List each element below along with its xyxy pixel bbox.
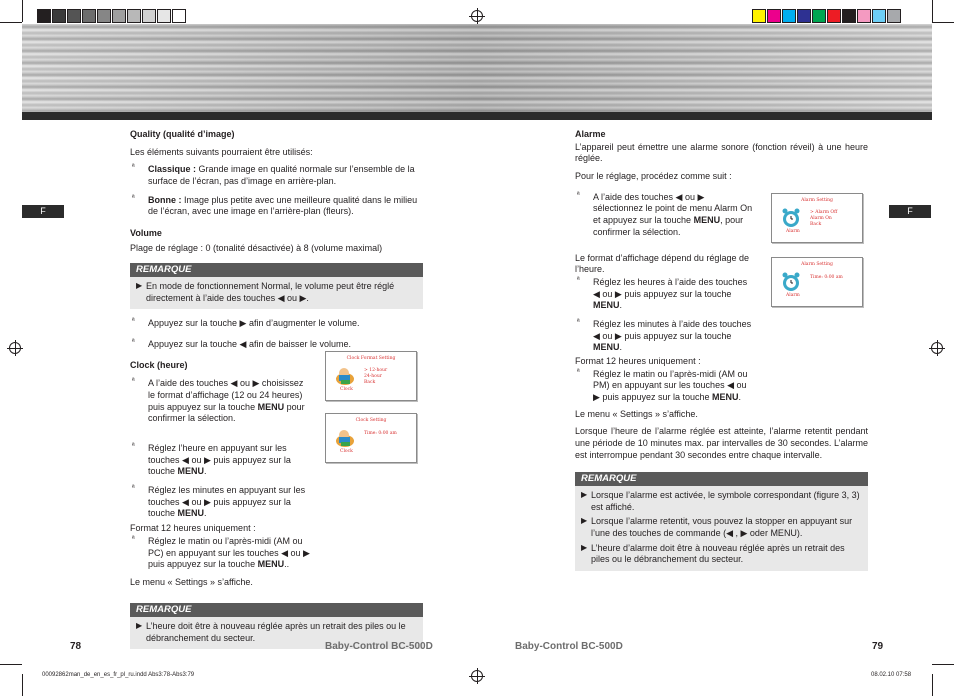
list-item: ª Réglez l’heure en appuyant sur les touches ◀ ou ▶ puis appuyez sur la touche MENU. xyxy=(132,443,291,477)
screen-menu: Time: 0:00 am xyxy=(810,275,843,280)
color-swatch xyxy=(82,9,96,23)
color-swatch xyxy=(857,9,871,23)
settings-menu-line: Le menu « Settings » s’affiche. xyxy=(575,408,698,419)
screen-title: Clock Setting xyxy=(355,418,387,423)
registration-mark-icon xyxy=(931,342,943,354)
list-item: ª Réglez le matin ou l’après-midi (AM ou PM) en appuyant sur les touches ◀ ou ▶ puis appuyez sur la touche MENU. xyxy=(577,368,748,403)
screen-menu: > Alarm Off Alarm On Back xyxy=(810,210,838,228)
alarm-howto: Pour le réglage, procédez comme suit : xyxy=(575,171,732,182)
crop-mark xyxy=(932,0,933,22)
screen-menu: Time: 0:00 am xyxy=(364,431,397,436)
print-slug-date: 08.02.10 07:58 xyxy=(871,672,912,678)
language-tab-right: F xyxy=(889,205,931,218)
note-item: ▶ Lorsque l’alarme est activée, le symbole correspondant (figure 3, 3) est affiché. xyxy=(581,489,860,512)
crop-mark xyxy=(932,22,954,23)
crop-mark xyxy=(0,664,22,665)
arrow-right-icon: ▶ xyxy=(136,280,143,290)
page-number-left: 78 xyxy=(70,641,82,652)
screen-footer: Alarm xyxy=(786,229,800,235)
registration-mark-icon xyxy=(471,670,483,682)
screen-title: Alarm Setting xyxy=(801,262,833,267)
screen-footer: Alarm xyxy=(786,293,800,299)
model-name-right: Baby-Control BC-500D xyxy=(515,641,623,652)
note-item: ▶ En mode de fonctionnement Normal, le volume peut être réglé directement à l’aide des touches ◀ ou ▶. xyxy=(136,280,395,303)
color-swatch xyxy=(172,9,186,23)
header-banner xyxy=(22,24,932,112)
page-number-right: 79 xyxy=(872,641,884,652)
color-swatch xyxy=(52,9,66,23)
format-12-label: Format 12 heures uniquement : xyxy=(130,523,256,534)
volume-heading: Volume xyxy=(130,228,162,239)
baby-icon xyxy=(334,427,356,449)
alarm-repeat-text: Lorsque l’heure de l’alarme réglée est atteinte, l’alarme retentit pendant une période de 10 minutes max. par intervalles de 30 secondes. L’alarme est interrompue pendant 30 secondes entre chaque intervalle. xyxy=(575,426,868,460)
color-swatch xyxy=(142,9,156,23)
note-item: ▶ L’heure d’alarme doit être à nouveau réglée après un retrait des piles ou le débranchement du secteur. xyxy=(581,542,845,565)
list-item: ª Réglez les minutes en appuyant sur les touches ◀ ou ▶ puis appuyez sur la touche MENU. xyxy=(132,485,306,519)
color-swatch xyxy=(37,9,51,23)
color-swatch xyxy=(797,9,811,23)
list-item: ª Appuyez sur la touche ▶ afin d’augmenter le volume. xyxy=(132,318,360,329)
volume-range: Plage de réglage : 0 (tonalité désactivée) à 8 (volume maximal) xyxy=(130,242,383,253)
screen-footer: Clock xyxy=(340,449,353,455)
list-item: ª Appuyez sur la touche ◀ afin de baisser le volume. xyxy=(132,338,352,349)
registration-mark-icon xyxy=(9,342,21,354)
screen-footer: Clock xyxy=(340,387,353,393)
color-swatch xyxy=(842,9,856,23)
alarm-clock-icon xyxy=(780,207,802,229)
settings-menu-line: Le menu « Settings » s’affiche. xyxy=(130,576,253,587)
language-tab-left: F xyxy=(22,205,64,218)
note-box xyxy=(575,472,868,571)
format-12-label: Format 12 heures uniquement : xyxy=(575,356,701,366)
crop-mark xyxy=(932,674,933,696)
color-swatch xyxy=(127,9,141,23)
screen-title: Clock Format Setting xyxy=(346,356,396,361)
color-swatch xyxy=(752,9,766,23)
color-swatch xyxy=(112,9,126,23)
screen-title: Alarm Setting xyxy=(801,198,833,203)
device-screen-clock-setting xyxy=(325,413,417,463)
alarm-intro: L’appareil peut émettre une alarme sonore (fonction réveil) à une heure réglée. xyxy=(575,141,868,164)
crop-mark xyxy=(0,22,22,23)
list-item: ª A l’aide des touches ◀ ou ▶ sélectionnez le point de menu Alarm On et appuyez sur la touche MENU, pour confirmer la sélection. xyxy=(577,191,753,237)
note-title: REMARQUE xyxy=(130,263,423,277)
crop-mark xyxy=(932,664,954,665)
device-screen-alarm-time xyxy=(771,257,863,307)
color-swatch xyxy=(767,9,781,23)
screen-menu: > 12-hour 24-hour Back xyxy=(364,368,388,386)
baby-icon xyxy=(334,365,356,387)
clock-heading: Clock (heure) xyxy=(130,359,188,370)
print-slug-file: 00092862man_de_en_es_fr_pl_ru.indd Abs3:78-Abs3:79 xyxy=(42,672,195,678)
note-item: ▶ Lorsque l’alarme retentit, vous pouvez la stopper en appuyant sur l’une des touches de commande (◀ , ▶ oder MENU). xyxy=(581,516,853,538)
quality-intro: Les éléments suivants pourraient être utilisés: xyxy=(130,146,313,157)
alarm-clock-icon xyxy=(780,271,802,293)
list-item: ª A l’aide des touches ◀ ou ▶ choisissez le format d’affichage (12 ou 24 heures) puis appuyez sur la touche MENU pour confirmer la sélection. xyxy=(132,378,305,424)
alarm-heading: Alarme xyxy=(575,129,606,139)
alarm-format-note: Le format d’affichage dépend du réglage de l’heure. xyxy=(575,252,749,275)
list-item: ª Réglez les heures à l’aide des touches ◀ ou ▶ puis appuyez sur la touche MENU. xyxy=(577,276,748,311)
model-name-left: Baby-Control BC-500D xyxy=(325,641,433,652)
color-swatch xyxy=(157,9,171,23)
header-divider xyxy=(22,112,932,120)
color-swatch xyxy=(97,9,111,23)
note-title: REMARQUE xyxy=(130,603,423,617)
note-box xyxy=(130,263,423,310)
list-item: ª Réglez les minutes à l’aide des touches ◀ ou ▶ puis appuyez sur la touche MENU. xyxy=(577,318,752,353)
note-item: ▶ L’heure doit être à nouveau réglée après un retrait des piles ou le débranchement du secteur. xyxy=(136,620,406,643)
color-swatch xyxy=(782,9,796,23)
note-title: REMARQUE xyxy=(575,472,868,486)
arrow-right-icon: ▶ xyxy=(581,542,588,552)
arrow-right-icon: ▶ xyxy=(136,620,143,630)
color-swatch xyxy=(872,9,886,23)
device-screen-clock-format xyxy=(325,351,417,401)
color-swatch xyxy=(812,9,826,23)
list-item: ª Classique : Grande image en qualité normale sur l’ensemble de la surface de l’écran, pas d’image en arrière-plan. xyxy=(132,164,415,187)
quality-heading: Quality (qualité d’image) xyxy=(130,129,235,139)
color-swatch xyxy=(887,9,901,23)
color-swatch xyxy=(827,9,841,23)
arrow-right-icon: ▶ xyxy=(581,516,588,526)
registration-mark-icon xyxy=(471,10,483,22)
crop-mark xyxy=(22,0,23,22)
device-screen-alarm-menu xyxy=(771,193,863,243)
color-swatch xyxy=(67,9,81,23)
list-item: ª Bonne : Image plus petite avec une meilleure qualité dans le milieu de l’écran, avec une image en l’arrière-plan (fleurs). xyxy=(132,194,418,217)
crop-mark xyxy=(22,674,23,696)
arrow-right-icon: ▶ xyxy=(581,489,588,499)
list-item: ª Réglez le matin ou l’après-midi (AM ou PC) en appuyant sur les touches ◀ ou ▶ puis appuyez sur la touche MENU.. xyxy=(132,535,310,570)
